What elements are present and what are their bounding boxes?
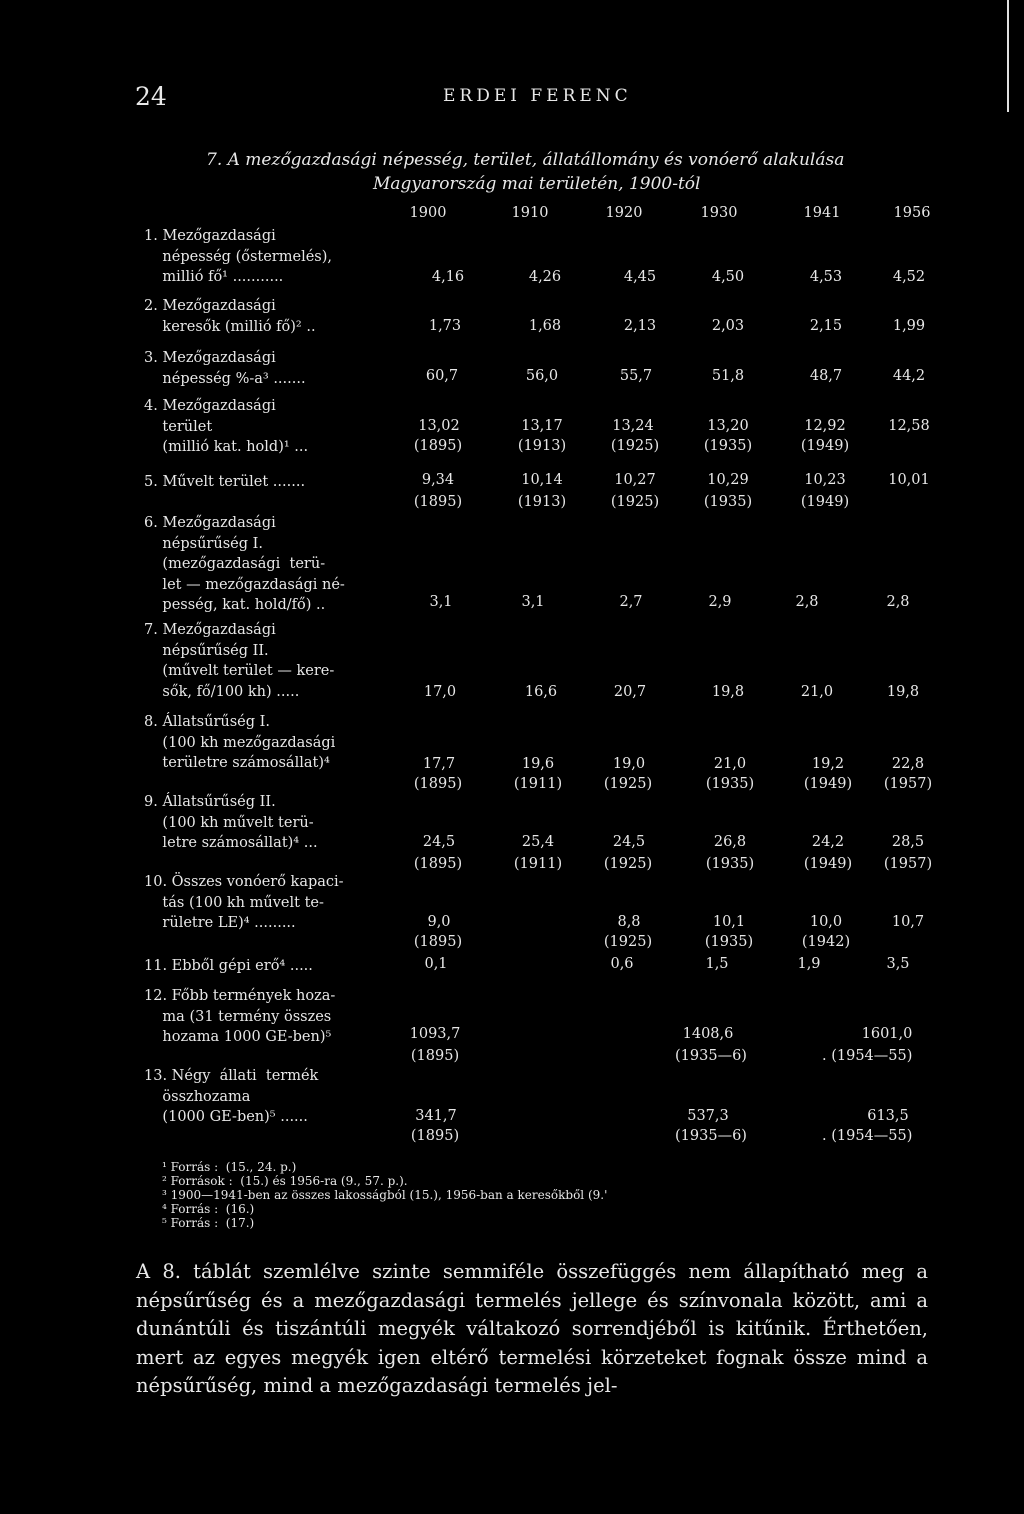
cell-r11-1941: 1,9 [797,956,821,972]
cell-r13-1900: 341,7 [415,1108,457,1124]
footnote-2: ² Források : (15.) és 1956-ra (9., 57. p.). [162,1174,408,1188]
cell-r4-year-1910: (1913) [517,438,567,454]
row-label-7: 7. Mezőgazdasági népsűrűség II. (művelt terület — kere- sők, fő/100 kh) ..... [144,622,335,700]
cell-r1-1920: 4,45 [623,269,657,285]
cell-r3-1920: 55,7 [619,368,653,384]
row-label-1: 1. Mezőgazdasági népesség (őstermelés), millió fő¹ ........... [144,228,332,285]
cell-r5-1930: 10,29 [707,472,749,488]
cell-r2-1941: 2,15 [809,318,843,334]
cell-r2-1910: 1,68 [528,318,562,334]
cell-r9-year-1900: (1895) [413,856,463,872]
year-header-1956: 1956 [893,205,931,221]
cell-r8-1956: 22,8 [891,756,925,772]
cell-r1-1930: 4,50 [711,269,745,285]
cell-r13-1930: 537,3 [687,1108,729,1124]
row-label-5: 5. Művelt terület ....... [144,474,306,490]
cell-r13-1956: 613,5 [867,1108,909,1124]
cell-r12-year-1900: (1895) [410,1048,460,1064]
cell-r11-1900: 0,1 [424,956,448,972]
footnote-4: ⁴ Forrás : (16.) [162,1202,255,1216]
cell-r7-1956: 19,8 [886,684,920,700]
cell-r4-1930: 13,20 [707,418,749,434]
cell-r5-year-1910: (1913) [517,494,567,510]
cell-r5-year-1930: (1935) [703,494,753,510]
table-caption-line1: 7. A mezőgazdasági népesség, terület, állatállomány és vonóerő alakulása [206,150,845,170]
cell-r2-1920: 2,13 [623,318,657,334]
cell-r9-1941: 24,2 [811,834,845,850]
cell-r12-year-1956: . (1954—55) [822,1048,913,1064]
cell-r3-1930: 51,8 [711,368,745,384]
row-label-9: 9. Állatsűrűség II. (100 kh művelt terü- letre számosállat)⁴ ... [144,794,318,851]
cell-r8-1930: 21,0 [713,756,747,772]
body-paragraph: A 8. táblát szemlélve szinte semmiféle összefüggés nem állapítható meg a népsűrűség és a mezőgazdasági termelés jellege és színvonala között, ami a dunántúli és tiszántúli megyék váltakozó sorrendjéből is kitűnik. Érthetően, mert az egyes megyék igen eltérő termelési körzeteket fognak össze mind a népsűrűség, mind a mezőgazdasági termelés jel- [136,1260,928,1397]
cell-r5-year-1920: (1925) [610,494,660,510]
row-label-12: 12. Főbb termények hoza- ma (31 termény összes hozama 1000 GE-ben)⁵ [144,988,336,1045]
cell-r9-year-1930: (1935) [705,856,755,872]
year-header-1900: 1900 [409,205,447,221]
cell-r9-1956: 28,5 [891,834,925,850]
footnote-5: ⁵ Forrás : (17.) [162,1216,255,1230]
cell-r5-1956: 10,01 [888,472,930,488]
cell-r6-1930: 2,9 [708,594,732,610]
cell-r1-1910: 4,26 [528,269,562,285]
page-number: 24 [135,82,167,111]
cell-r4-1956: 12,58 [888,418,930,434]
year-header-1941: 1941 [803,205,841,221]
cell-r6-1956: 2,8 [886,594,910,610]
year-header-1920: 1920 [605,205,643,221]
cell-r2-1930: 2,03 [711,318,745,334]
cell-r8-year-1910: (1911) [513,776,563,792]
cell-r13-year-1900: (1895) [410,1128,460,1144]
row-label-6: 6. Mezőgazdasági népsűrűség I. (mezőgazdasági terü- let — mezőgazdasági né- pesség, kat. hold/fő) .. [144,515,345,613]
cell-r8-year-1941: (1949) [803,776,853,792]
cell-r9-year-1941: (1949) [803,856,853,872]
cell-r1-1900: 4,16 [431,269,465,285]
cell-r1-1941: 4,53 [809,269,843,285]
cell-r11-1930: 1,5 [705,956,729,972]
cell-r10-year-1941: (1942) [801,934,851,950]
cell-r10-1930: 10,1 [712,914,746,930]
cell-r5-year-1900: (1895) [413,494,463,510]
cell-r5-1920: 10,27 [614,472,656,488]
year-header-1910: 1910 [511,205,549,221]
cell-r10-year-1930: (1935) [704,934,754,950]
cell-r9-year-1910: (1911) [513,856,563,872]
table-caption-line2: Magyarország mai területén, 1900-tól [373,174,701,194]
row-label-3: 3. Mezőgazdasági népesség %-a³ ....... [144,350,306,387]
cell-r10-year-1900: (1895) [413,934,463,950]
cell-r4-year-1941: (1949) [800,438,850,454]
row-label-11: 11. Ebből gépi erő⁴ ..... [144,958,313,974]
cell-r8-1920: 19,0 [612,756,646,772]
cell-r3-1900: 60,7 [425,368,459,384]
cell-r6-1910: 3,1 [521,594,545,610]
cell-r7-1930: 19,8 [711,684,745,700]
cell-r10-1920: 8,8 [617,914,641,930]
cell-r4-1910: 13,17 [521,418,563,434]
cell-r12-year-1930: (1935—6) [675,1048,747,1064]
cell-r4-year-1930: (1935) [703,438,753,454]
cell-r9-year-1956: (1957) [883,856,933,872]
cell-r9-1910: 25,4 [521,834,555,850]
cell-r1-1956: 4,52 [892,269,926,285]
cell-r10-year-1920: (1925) [603,934,653,950]
cell-r13-year-1956: . (1954—55) [822,1128,913,1144]
cell-r4-1920: 13,24 [612,418,654,434]
cell-r8-year-1956: (1957) [883,776,933,792]
cell-r8-1900: 17,7 [422,756,456,772]
cell-r9-1930: 26,8 [713,834,747,850]
cell-r12-1930: 1408,6 [682,1026,734,1042]
row-label-13: 13. Négy állati termék összhozama (1000 GE-ben)⁵ ...... [144,1068,319,1125]
cell-r6-1900: 3,1 [429,594,453,610]
footnote-1: ¹ Forrás : (15., 24. p.) [162,1160,297,1174]
cell-r5-1910: 10,14 [521,472,563,488]
cell-r4-1900: 13,02 [418,418,460,434]
cell-r5-year-1941: (1949) [800,494,850,510]
cell-r9-1900: 24,5 [422,834,456,850]
cell-r5-1900: 9,34 [421,472,455,488]
cell-r2-1956: 1,99 [892,318,926,334]
cell-r5-1941: 10,23 [804,472,846,488]
cell-r8-1910: 19,6 [521,756,555,772]
cell-r2-1900: 1,73 [428,318,462,334]
cell-r12-1900: 1093,7 [409,1026,461,1042]
cell-r6-1941: 2,8 [795,594,819,610]
row-label-4: 4. Mezőgazdasági terület (millió kat. hold)¹ ... [144,398,309,455]
cell-r10-1941: 10,0 [809,914,843,930]
cell-r11-1920: 0,6 [610,956,634,972]
footnote-3: ³ 1900—1941-ben az összes lakosságból (15.), 1956-ban a keresőkből (9.' [162,1188,608,1202]
row-label-10: 10. Összes vonóerő kapaci- tás (100 kh művelt te- rületre LE)⁴ ......... [144,874,344,931]
cell-r8-year-1930: (1935) [705,776,755,792]
row-label-2: 2. Mezőgazdasági keresők (millió fő)² .. [144,298,316,335]
cell-r4-year-1920: (1925) [610,438,660,454]
cell-r9-1920: 24,5 [612,834,646,850]
cell-r12-1956: 1601,0 [861,1026,913,1042]
year-header-1930: 1930 [700,205,738,221]
cell-r4-year-1900: (1895) [413,438,463,454]
cell-r10-1956: 10,7 [891,914,925,930]
cell-r7-1900: 17,0 [423,684,457,700]
cell-r9-year-1920: (1925) [603,856,653,872]
cell-r8-year-1900: (1895) [413,776,463,792]
cell-r8-year-1920: (1925) [603,776,653,792]
cell-r11-1956: 3,5 [886,956,910,972]
cell-r3-1941: 48,7 [809,368,843,384]
cell-r8-1941: 19,2 [811,756,845,772]
cell-r10-1900: 9,0 [427,914,451,930]
cell-r13-year-1930: (1935—6) [675,1128,747,1144]
cell-r3-1956: 44,2 [892,368,926,384]
row-label-8: 8. Állatsűrűség I. (100 kh mezőgazdasági területre számosállat)⁴ [144,714,336,771]
cell-r7-1910: 16,6 [524,684,558,700]
page-edge-line [1007,0,1009,112]
running-title: ERDEI FERENC [443,86,632,106]
cell-r7-1941: 21,0 [800,684,834,700]
cell-r3-1910: 56,0 [525,368,559,384]
cell-r4-1941: 12,92 [804,418,846,434]
cell-r7-1920: 20,7 [613,684,647,700]
cell-r6-1920: 2,7 [619,594,643,610]
